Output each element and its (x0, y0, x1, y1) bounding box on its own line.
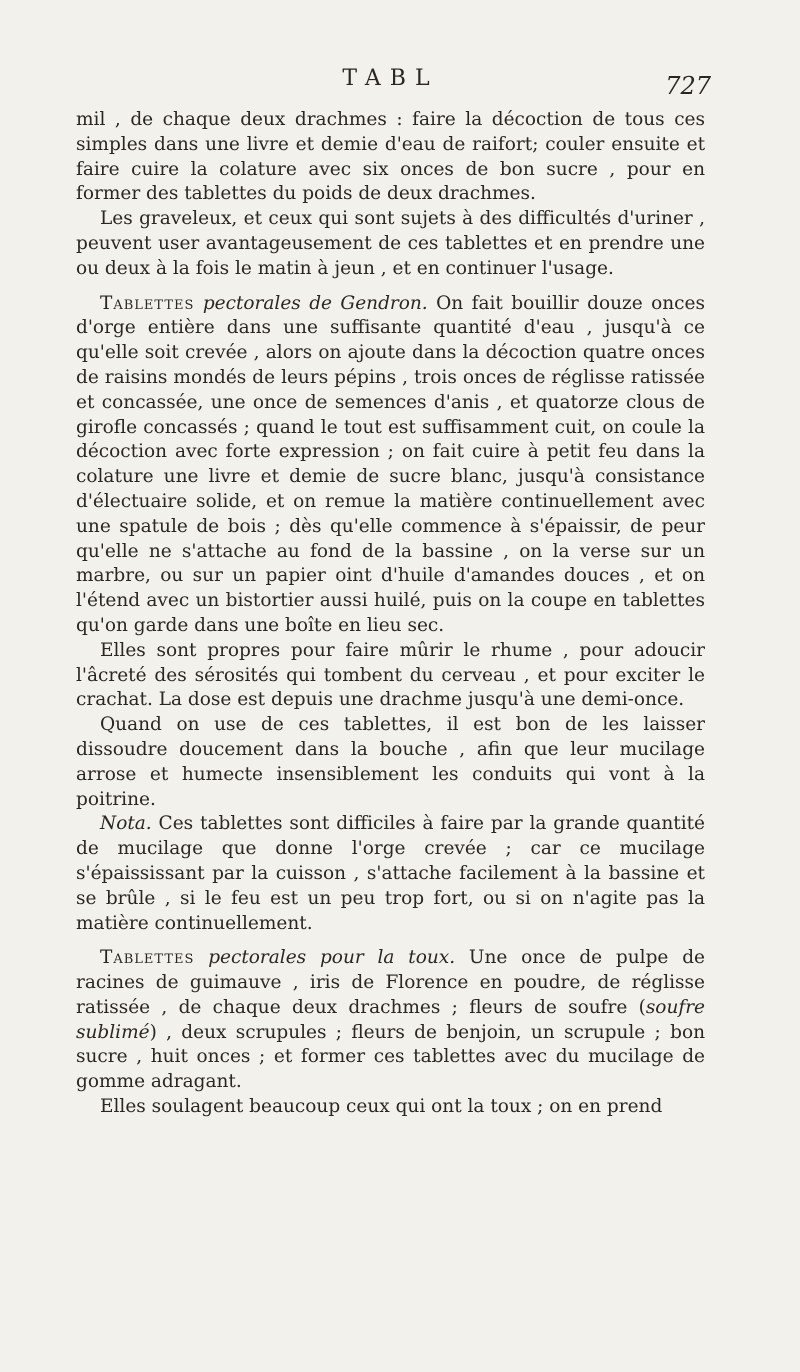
entry-text-tail: ) , deux scrupules ; fleurs de benjoin, un scrupule ; bon sucre , huit onces ; et former ces tablettes avec du mucilage de gomme adragant. (76, 1021, 705, 1093)
page-body (76, 108, 705, 1120)
paragraph-1 (76, 108, 705, 207)
entry-text: Une once de pulpe de racines de guimauve , iris de Florence en poudre, de réglisse ratissée , de chaque deux drachmes ; fleurs de soufre ( (76, 947, 705, 1018)
paragraph-2 (76, 207, 705, 281)
paragraph-last (76, 1095, 705, 1120)
entry-text: On fait bouillir douze onces d'orge entière dans une suffisante quantité d'eau , jusqu'à ce qu'elle soit crevée , alors on ajoute dans la décoction quatre onces de raisins mondés de leurs pépins , trois onces de réglisse ratissée et concassée, une once de semences d'anis , et quatorze clous de girofle concassés ; quand le tout est suffisamment cuit, on coule la décoction avec forte expression ; on fait cuire à petit feu dans la colature une livre et demie de sucre blanc, jusqu'à consistance d'électuaire solide, et on remue la matière continuellement avec une spatule de bois ; dès qu'elle commence à s'épaissir, de peur qu'elle ne s'attache au fond de la bassine , on la verse sur un marbre, ou sur un papier oint d'huile d'amandes douces , et on l'étend avec un bistortier aussi huilé, puis on la coupe en tablettes qu'on garde dans une boîte en lieu sec. (76, 292, 705, 636)
entry-text-italic: soufre sublimé (76, 996, 705, 1043)
entry-tablettes-toux (76, 946, 705, 1095)
page-number: 727 (665, 72, 711, 100)
paragraph-4 (76, 639, 705, 713)
running-head: TABL (342, 66, 439, 91)
paragraph-4-text: Elles sont propres pour faire mûrir le rhume , pour adoucir l'âcreté des sérosités qui tombent du cerveau , et pour exciter le crachat. La dose est depuis une drachme jusqu'à une demi-once. (76, 639, 705, 711)
paragraph-last-text: Elles soulagent beaucoup ceux qui ont la toux ; on en prend (100, 1096, 663, 1118)
page-header (76, 0, 711, 108)
paragraph-2-text: Les graveleux, et ceux qui sont sujets à des difficultés d'uriner , peuvent user avantageusement de ces tablettes et en prendre une ou deux à la fois le matin à jeun , et en continuer l'usage. (76, 208, 705, 279)
entry-title: pectorales pour la toux. (208, 947, 456, 969)
entry-tablettes-gendron (76, 292, 705, 639)
paragraph-5 (76, 713, 705, 812)
entry-title: pectorales de Gendron. (202, 292, 428, 314)
nota-paragraph (76, 812, 705, 936)
entry-lead-word: Tablettes (100, 947, 195, 969)
paragraph-5-text: Quand on use de ces tablettes, il est bon de les laisser dissoudre doucement dans la bouche , afin que leur mucilage arrose et humecte insensiblement les conduits qui vont à la poitrine. (76, 714, 705, 810)
entry-lead-word: Tablettes (100, 292, 195, 314)
paragraph-1-text: mil , de chaque deux drachmes : faire la décoction de tous ces simples dans une livre et demie d'eau de raifort; couler ensuite et faire cuire la colature avec six onces de bon sucre , pour en former des tablettes du poids de deux drachmes. (76, 109, 705, 205)
nota-label: Nota. (100, 813, 152, 835)
nota-text: Ces tablettes sont difficiles à faire par la grande quantité de mucilage que donne l'orge crevée ; car ce mucilage s'épaississant par la cuisson , s'attache facilement à la bassine et se brûle , si le feu est un peu trop fort, ou si on n'agite pas la matière continuellement. (76, 813, 705, 934)
